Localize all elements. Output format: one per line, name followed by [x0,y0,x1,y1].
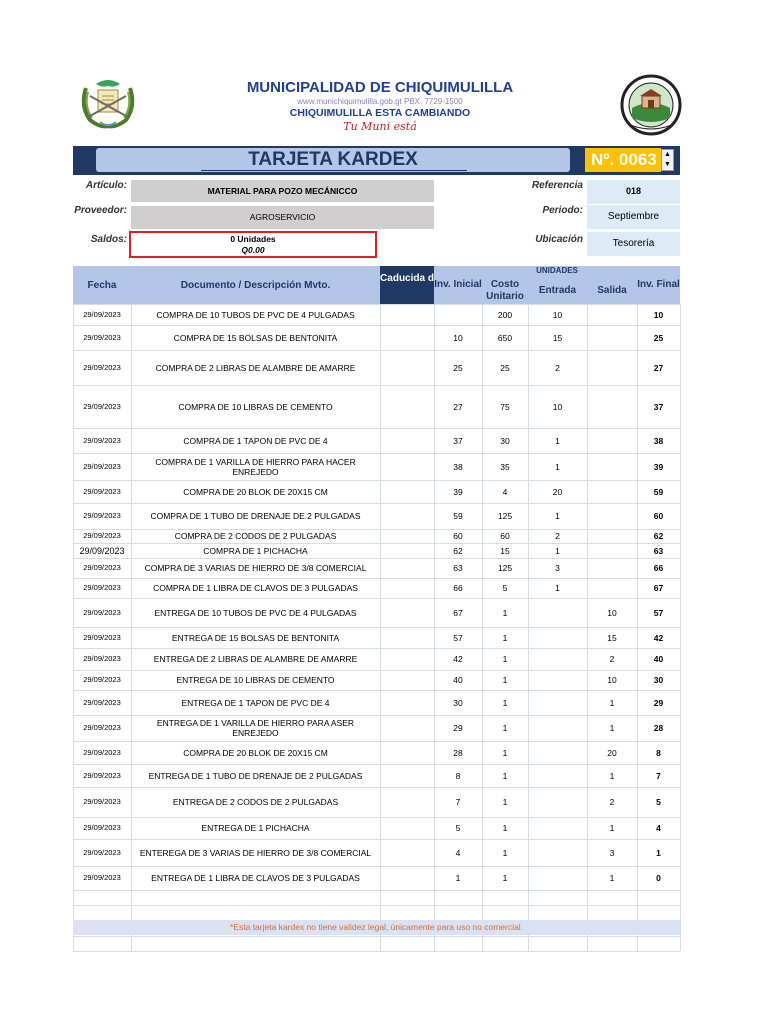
cell-costo: 125 [497,563,513,573]
cell-costo: 30 [500,435,510,446]
cell-costo: 1 [502,723,508,733]
cell-final: 0 [656,873,661,883]
cell-inv-ini: 62 [453,545,463,556]
cell-inv-ini: 42 [453,654,463,664]
cell-entrada [530,839,585,866]
cell-costo: 1 [502,770,508,781]
cell-doc: ENTREGA DE 1 TAPON DE PVC DE 4 [181,697,330,708]
cell-costo: 60 [500,531,510,541]
cell-costo: 25 [500,362,510,373]
cell-fecha: 29/09/2023 [83,723,121,732]
cell-inv-ini: 25 [453,362,463,373]
cell-final: 8 [656,747,661,758]
header-inv-inicial: Inv. Inicial [434,279,482,290]
left-coat-of-arms-logo [76,76,140,130]
spinner-up-icon[interactable]: ▲ [664,151,671,158]
cell-final: 25 [653,332,664,343]
cell-salida: 1 [609,723,615,733]
cell-costo: 1 [502,873,508,883]
cell-entrada [530,627,585,648]
periodo-label: Periodo: [542,205,583,216]
cell-final: 38 [653,435,664,446]
cell-salida: 1 [609,770,615,781]
cell-costo: 200 [497,309,513,320]
cell-doc: ENTREGA DE 2 LIBRAS DE ALAMBRE DE AMARRE [153,654,358,664]
cell-final: 1 [656,847,661,858]
header-unidades: UNIDADES [536,266,578,275]
cell-inv-ini: 30 [453,697,463,708]
cell-doc: ENTREGA DE 1 VARILLA DE HIERRO PARA ASER ENREJEDO [156,718,355,738]
cell-fecha: 29/09/2023 [83,486,121,496]
proveedor-value: AGROSERVICIO [131,206,434,229]
cell-inv-ini: 63 [453,563,463,573]
cell-costo: 1 [502,632,508,643]
cell-entrada [530,715,585,741]
cell-doc: COMPRA DE 2 CODOS DE 2 PULGADAS [174,531,337,541]
cell-salida [589,480,635,503]
cell-final: 60 [653,511,664,521]
cell-final: 5 [656,797,661,807]
column-divider [434,304,435,951]
cell-fecha: 29/09/2023 [83,654,121,663]
cell-doc: ENTEREGA DE 3 VARIAS DE HIERRO DE 3/8 COMERCIAL [139,847,372,858]
cell-fecha: 29/09/2023 [83,873,121,882]
cell-salida: 1 [609,873,615,883]
cell-doc: COMPRA DE 1 TUBO DE DRENAJE DE 2 PULGADAS [150,511,361,521]
header-title: MUNICIPALIDAD DE CHIQUIMULILLA [246,79,514,96]
cell-salida: 20 [607,747,617,758]
cell-doc: COMPRA DE 1 VARILLA DE HIERRO PARA HACER ENREJEDO [155,456,356,477]
cell-final: 57 [653,607,664,618]
cell-doc: COMPRA DE 1 PICHACHA [203,545,308,556]
cell-final: 4 [656,823,661,833]
header-costo-unitario: Costo Unitario [486,279,524,302]
column-divider [131,304,132,951]
cell-inv-ini [436,304,480,325]
cell-fecha: 29/09/2023 [79,545,125,556]
cell-inv-ini: 27 [453,401,463,412]
cell-fecha: 29/09/2023 [83,583,121,592]
cell-entrada: 2 [555,531,560,541]
column-divider [587,304,588,951]
cell-fecha: 29/09/2023 [83,823,121,832]
cell-entrada [530,866,585,890]
cell-salida: 10 [607,607,617,618]
referencia-value: 018 [587,180,680,204]
cell-inv-ini: 10 [453,332,463,343]
cell-inv-ini: 4 [455,847,461,858]
cell-entrada: 1 [555,511,560,521]
cell-final: 66 [653,563,664,573]
cell-entrada: 3 [555,563,560,573]
number-spinner[interactable] [661,149,674,171]
cell-doc: ENTREGA DE 15 BOLSAS DE BENTONITA [171,632,340,643]
header-fecha-text: Fecha [87,279,117,291]
cell-final: 28 [653,723,664,733]
cell-entrada [530,670,585,690]
saldos-amount: Q0.00 [241,245,265,255]
cell-doc: COMPRA DE 2 LIBRAS DE ALAMBRE DE AMARRE [155,362,356,373]
cell-inv-ini: 8 [455,770,461,781]
column-divider [380,304,381,951]
cell-fecha: 29/09/2023 [83,675,121,684]
cell-doc: COMPRA DE 20 BLOK DE 20X15 CM [183,486,328,497]
cell-fecha: 29/09/2023 [83,461,121,471]
cell-costo: 650 [497,332,513,343]
cell-costo: 125 [497,511,513,521]
cell-costo: 1 [502,823,508,833]
cell-fecha: 29/09/2023 [83,332,121,342]
cell-salida [589,578,635,598]
cell-doc: COMPRA DE 3 VARIAS DE HIERRO DE 3/8 COMERCIAL [144,563,367,573]
cell-doc: COMPRA DE 15 BOLSAS DE BENTONITA [173,332,338,343]
cell-final: 67 [653,583,664,593]
cell-entrada: 2 [555,362,560,373]
cell-final: 27 [653,362,664,373]
cell-fecha: 29/09/2023 [83,697,121,707]
cell-salida: 1 [609,823,615,833]
cell-inv-ini: 38 [453,461,463,472]
cell-fecha: 29/09/2023 [83,362,121,372]
cell-salida [589,558,635,578]
cell-inv-ini: 57 [453,632,463,643]
cell-inv-ini: 60 [453,531,463,541]
cell-costo: 75 [500,401,510,412]
cell-salida [589,385,635,428]
cell-salida [589,350,635,385]
cell-entrada [530,787,585,817]
cell-final: 63 [653,545,664,556]
header-entrada: Entrada [538,285,577,296]
column-divider [482,304,483,951]
cell-final: 42 [653,632,664,643]
cell-salida: 3 [609,847,615,858]
cell-final: 40 [653,654,664,664]
cell-final: 39 [653,461,664,472]
cell-costo: 1 [502,847,508,858]
cell-doc: ENTREGA DE 1 LIBRA DE CLAVOS DE 3 PULGADAS [151,873,360,883]
cell-entrada [530,648,585,670]
cell-fecha: 29/09/2023 [83,401,121,411]
cell-doc: COMPRA DE 1 LIBRA DE CLAVOS DE 3 PULGADAS [153,583,358,593]
cell-salida: 2 [609,797,615,807]
cell-salida [589,325,635,350]
saldos-box [129,231,377,258]
cell-entrada [530,764,585,787]
header-documento [131,266,380,304]
cell-final: 7 [656,770,661,781]
cell-inv-ini: 1 [455,873,461,883]
cell-salida: 15 [607,632,617,643]
header-slogan: CHIQUIMULILLA ESTA CAMBIANDO [289,107,471,119]
cell-doc: ENTREGA DE 1 TUBO DE DRENAJE DE 2 PULGADAS [148,770,363,781]
articulo-value: MATERIAL PARA POZO MECÁNICCO [131,180,434,202]
cell-doc: COMPRA DE 1 TAPON DE PVC DE 4 [183,435,328,446]
cell-inv-ini: 29 [453,723,463,733]
cell-fecha: 29/09/2023 [83,797,121,806]
cell-entrada [530,817,585,839]
proveedor-label: Proveedor: [74,205,127,216]
cell-doc: COMPRA DE 10 LIBRAS DE CEMENTO [178,401,333,412]
cell-entrada: 1 [555,545,560,556]
row-divider [73,936,680,937]
header-script-slogan: Tu Muni está [343,120,417,133]
cell-costo: 1 [502,797,508,807]
cell-inv-ini: 40 [453,675,463,685]
cell-fecha: 29/09/2023 [83,847,121,857]
cell-fecha: 29/09/2023 [83,632,121,642]
cell-entrada [530,690,585,715]
cell-costo: 1 [502,654,508,664]
cell-costo: 1 [502,697,508,708]
cell-inv-ini: 59 [453,511,463,521]
cell-entrada: 20 [552,486,563,497]
cell-fecha: 29/09/2023 [83,563,121,572]
cell-fecha: 29/09/2023 [83,747,121,757]
cell-inv-ini: 7 [455,797,461,807]
cell-salida: 10 [607,675,617,685]
column-divider [73,304,74,951]
cell-inv-ini: 67 [453,607,463,618]
cell-inv-ini: 5 [455,823,461,833]
cell-fecha: 29/09/2023 [83,607,121,617]
cell-costo: 1 [502,675,508,685]
cell-doc: COMPRA DE 10 TUBOS DE PVC DE 4 PULGADAS [156,309,355,320]
header-website[interactable]: www.munichiquimulilla.gob.gt PBX. 7729-1500 [297,97,463,106]
row-divider [73,890,680,891]
column-divider [528,304,529,951]
cell-doc: ENTREGA DE 1 PICHACHA [201,823,310,833]
articulo-label: Artículo: [85,180,127,191]
cell-entrada: 1 [555,461,560,472]
cell-fecha: 29/09/2023 [83,770,121,780]
saldos-label: Saldos: [90,234,127,245]
cell-entrada: 1 [555,583,560,593]
cell-final: 59 [653,486,664,497]
cell-salida: 2 [609,654,615,664]
cell-salida [589,529,635,543]
cell-fecha: 29/09/2023 [83,511,121,520]
cell-final: 62 [653,531,664,541]
cell-fecha: 29/09/2023 [83,435,121,445]
header-inv-final: Inv. Final [637,279,680,290]
cell-doc: COMPRA DE 20 BLOK DE 20X15 CM [183,747,328,758]
cell-salida [589,304,635,325]
cell-entrada [530,741,585,764]
cell-inv-ini: 28 [453,747,463,758]
cell-entrada: 1 [555,435,560,446]
cell-inv-ini: 37 [453,435,463,446]
referencia-label: Referencia [531,180,583,191]
cell-costo: 35 [500,461,510,472]
cell-fecha: 29/09/2023 [83,309,121,319]
header-caducidad [380,266,434,304]
right-municipal-seal-logo [620,74,682,136]
column-divider [680,304,681,951]
cell-entrada [530,598,585,627]
cell-salida [589,503,635,529]
cell-costo: 4 [502,486,508,497]
cell-salida [589,453,635,480]
cell-salida: 1 [609,697,615,708]
ubicacion-label: Ubicación [535,234,583,245]
cell-final: 10 [653,309,664,320]
cell-salida [589,428,635,453]
cell-final: 30 [653,675,664,685]
row-divider [73,951,680,952]
cell-doc: ENTREGA DE 10 TUBOS DE PVC DE 4 PULGADAS [154,607,357,618]
header-documento-text: Documento / Descripción Mvto. [180,279,331,291]
spinner-down-icon[interactable]: ▼ [664,161,671,168]
cell-final: 37 [653,401,664,412]
periodo-value: Septiembre [587,205,680,229]
cell-costo: 1 [502,747,508,758]
cell-entrada: 15 [552,332,563,343]
cell-costo: 1 [502,607,508,618]
legal-note: *Esta tarjeta kardex no tiene validez legal, únicamente para uso no comercial. [73,920,680,935]
title-underline [201,170,467,171]
cell-salida [589,543,635,558]
cell-entrada: 10 [552,401,563,412]
cell-costo: 5 [502,583,508,593]
cell-inv-ini: 66 [453,583,463,593]
cell-entrada: 10 [552,309,563,320]
header-fecha [73,266,131,304]
header-caducidad-text: Caducida d [380,273,434,284]
saldos-units: 0 Unidades [230,234,276,244]
cell-doc: ENTREGA DE 2 CODOS DE 2 PULGADAS [172,797,339,807]
cell-final: 29 [653,697,664,708]
column-divider [637,304,638,951]
cell-doc: ENTREGA DE 10 LIBRAS DE CEMENTO [176,675,335,685]
cell-costo: 15 [500,545,510,556]
card-title: TARJETA KARDEX [248,149,418,170]
row-divider [73,905,680,906]
cell-inv-ini: 39 [453,486,463,497]
card-number: Nº. 0063 [585,148,661,172]
header-salida: Salida [597,285,627,296]
cell-fecha: 29/09/2023 [83,531,121,540]
ubicacion-value: Tesorería [587,232,680,256]
